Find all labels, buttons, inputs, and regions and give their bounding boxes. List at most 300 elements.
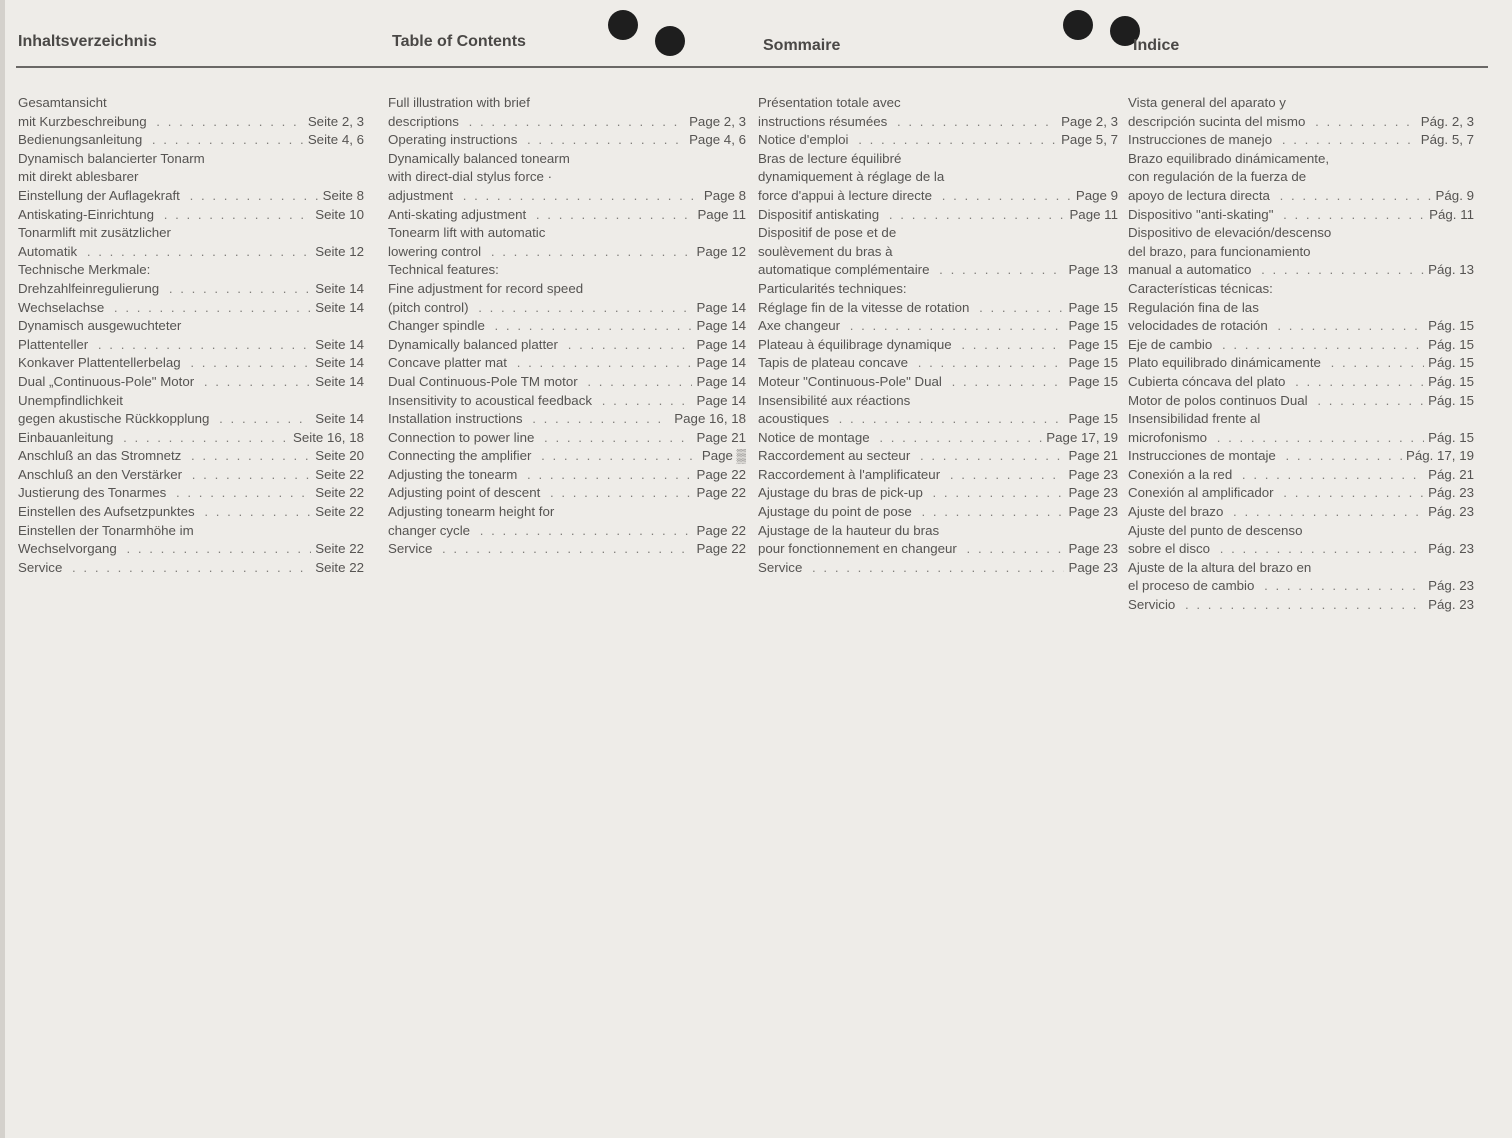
toc-entry xyxy=(1128,559,1474,596)
toc-entry-line: Wechselvorgang . . . xyxy=(18,540,311,559)
toc-entry-title xyxy=(18,280,311,299)
toc-entry-page: Page 23 xyxy=(1068,466,1118,482)
toc-entry-line: Ajustage de la hauteur du bras xyxy=(758,522,940,538)
toc-entry-line: Dual „Continuous-Pole" Motor . . . xyxy=(18,373,311,392)
toc-entry-page: Seite 14 xyxy=(315,411,364,427)
toc-entry-line: Changer spindle . . . xyxy=(388,317,692,336)
toc-entry-page: Seite 22 xyxy=(315,466,364,482)
toc-entry-line: Insensibilité aux réactions xyxy=(758,392,911,408)
toc-entry xyxy=(388,392,746,411)
toc-entry-line: Dynamically balanced platter . . . xyxy=(388,336,692,355)
toc-entry-page: Page 14 xyxy=(696,318,746,334)
toc-column-english xyxy=(388,94,746,559)
toc-entry-line: Dispositivo "anti-skating" . . . xyxy=(1128,206,1425,225)
toc-entry-line: acoustiques . . . xyxy=(758,410,1064,429)
toc-entry-title xyxy=(18,522,311,559)
toc-entry-title xyxy=(388,466,692,485)
toc-entry-page: Seite 2, 3 xyxy=(307,113,364,129)
toc-entry-title xyxy=(18,261,360,280)
toc-entry xyxy=(388,429,746,448)
toc-entry xyxy=(1128,150,1474,206)
toc-entry-page: Pág. 23 xyxy=(1428,597,1474,613)
toc-entry-line: Wechselachse . . . xyxy=(18,299,311,318)
toc-entry-title xyxy=(388,131,685,150)
toc-entry-title xyxy=(1128,206,1425,225)
toc-entry xyxy=(1128,522,1474,559)
toc-entry xyxy=(388,354,746,373)
toc-entry-page: Page 15 xyxy=(1068,355,1118,371)
toc-entry-line: Gesamtansicht xyxy=(18,95,107,110)
toc-entry-line: Raccordement à l'amplificateur . . . xyxy=(758,466,1064,485)
toc-entry-title xyxy=(18,299,311,318)
toc-entry-page: Pág. 15 xyxy=(1428,336,1474,352)
toc-entry-line: mit direkt ablesbarer xyxy=(18,169,139,185)
toc-entry-line: soulèvement du bras à xyxy=(758,243,893,259)
toc-entry-line: Notice d'emploi . . . xyxy=(758,131,1057,150)
toc-entry-page: Seite 22 xyxy=(315,504,364,520)
toc-entry-title xyxy=(758,484,1064,503)
toc-entry-title xyxy=(388,373,692,392)
toc-entry-line: con regulación de la fuerza de xyxy=(1128,169,1307,185)
toc-entry-title xyxy=(1128,354,1424,373)
toc-entry-line: Tonearm lift with automatic xyxy=(388,225,546,241)
toc-entry-line: el proceso de cambio . . . xyxy=(1128,577,1424,596)
toc-entry xyxy=(388,131,746,150)
heading-french: Sommaire xyxy=(763,37,841,54)
toc-entry-title xyxy=(18,224,311,261)
toc-entry-title xyxy=(388,447,698,466)
toc-entry-line: Einstellen des Aufsetzpunktes . . . xyxy=(18,503,311,522)
toc-entry-title xyxy=(388,336,692,355)
toc-entry-page: Seite 22 xyxy=(315,559,364,575)
toc-entry-title xyxy=(758,429,1042,448)
toc-entry-line: Instrucciones de manejo . . . xyxy=(1128,131,1417,150)
toc-entry-title xyxy=(18,354,311,373)
toc-entry-line: Ajuste de la altura del brazo en xyxy=(1128,559,1312,575)
toc-entry xyxy=(1128,94,1474,131)
toc-entry xyxy=(18,131,364,150)
toc-entry xyxy=(1128,280,1474,299)
toc-entry-line: Ajustage du point de pose . . . xyxy=(758,503,1064,522)
toc-entry-title xyxy=(1128,503,1424,522)
toc-entry-line: (pitch control) . . . xyxy=(388,299,692,318)
toc-entry-title xyxy=(18,484,311,503)
toc-entry-page: Seite 10 xyxy=(315,206,364,222)
toc-entry-line: microfonismo . . . xyxy=(1128,429,1424,448)
toc-entry-page: Seite 12 xyxy=(315,243,364,259)
toc-entry-line: Dynamisch balancierter Tonarm xyxy=(18,150,205,166)
toc-entry-title xyxy=(758,317,1064,336)
toc-entry-line: Justierung des Tonarmes . . . xyxy=(18,484,311,503)
toc-entry-line: Einbauanleitung . . . xyxy=(18,429,289,448)
toc-entry-line: Bedienungsanleitung . . . xyxy=(18,131,304,150)
toc-entry-page: Page 23 xyxy=(1068,559,1118,575)
toc-entry xyxy=(18,373,364,392)
toc-entry-line: Connection to power line . . . xyxy=(388,429,692,448)
toc-entry xyxy=(18,503,364,522)
toc-entry-title xyxy=(388,224,692,261)
toc-entry xyxy=(758,354,1118,373)
toc-entry-title xyxy=(18,447,311,466)
toc-entry-line: apoyo de lectura directa . . . xyxy=(1128,187,1432,206)
toc-entry xyxy=(1128,373,1474,392)
toc-entry-title xyxy=(1128,280,1470,299)
toc-entry xyxy=(18,261,364,280)
toc-entry-line: Axe changeur . . . xyxy=(758,317,1064,336)
toc-entry xyxy=(1128,336,1474,355)
toc-entry-page: Page 14 xyxy=(696,373,746,389)
toc-entry-line: Tapis de plateau concave . . . xyxy=(758,354,1064,373)
toc-entry-line: Anschluß an das Stromnetz . . . xyxy=(18,447,311,466)
toc-entry xyxy=(1128,131,1474,150)
toc-entry xyxy=(1128,484,1474,503)
toc-entry-line: Dispositif antiskating . . . xyxy=(758,206,1065,225)
punch-hole-3 xyxy=(1063,10,1093,40)
toc-entry xyxy=(388,261,746,280)
toc-entry-title xyxy=(758,224,1064,280)
toc-entry xyxy=(758,522,1118,559)
toc-entry-title xyxy=(758,522,1064,559)
toc-entry-line: Dynamically balanced tonearm xyxy=(388,150,570,166)
toc-entry-line: Adjusting the tonearm . . . xyxy=(388,466,692,485)
toc-entry-line: changer cycle . . . xyxy=(388,522,692,541)
toc-entry-line: Concave platter mat . . . xyxy=(388,354,692,373)
toc-entry-title xyxy=(388,354,692,373)
toc-entry-line: Connecting the amplifier . . . xyxy=(388,447,698,466)
toc-entry xyxy=(388,150,746,206)
toc-entry-title xyxy=(388,392,692,411)
toc-entry-title xyxy=(18,206,311,225)
toc-entry-title xyxy=(1128,596,1424,615)
toc-entry xyxy=(758,299,1118,318)
toc-entry xyxy=(18,522,364,559)
toc-column-spanish xyxy=(1128,94,1474,615)
toc-entry xyxy=(18,206,364,225)
toc-entry xyxy=(18,317,364,354)
toc-entry xyxy=(18,559,364,578)
toc-entry-page: Pág. 23 xyxy=(1428,485,1474,501)
header-rule xyxy=(16,66,1488,68)
toc-entry-title xyxy=(1128,392,1424,411)
toc-entry-line: Plato equilibrado dinámicamente . . . xyxy=(1128,354,1424,373)
toc-entry-title xyxy=(388,317,692,336)
toc-entry-line: Adjusting point of descent . . . xyxy=(388,484,692,503)
toc-entry xyxy=(1128,392,1474,411)
toc-entry-line: mit Kurzbeschreibung . . . xyxy=(18,113,304,132)
toc-entry-line: Insensibilidad frente al xyxy=(1128,411,1261,427)
toc-entry-title xyxy=(18,466,311,485)
toc-entry xyxy=(758,373,1118,392)
toc-entry-page: Page 13 xyxy=(1068,262,1118,278)
toc-entry-line: Service . . . xyxy=(758,559,1064,578)
toc-entry-line: Eje de cambio . . . xyxy=(1128,336,1424,355)
toc-entry-page: Page 2, 3 xyxy=(1061,113,1118,129)
toc-entry-page: Page ▒ xyxy=(701,448,746,464)
toc-entry-line: Motor de polos continuos Dual . . . xyxy=(1128,392,1424,411)
toc-entry xyxy=(388,447,746,466)
toc-entry-page: Page 9 xyxy=(1075,187,1118,203)
toc-entry xyxy=(758,280,1118,299)
toc-entry-title xyxy=(388,280,692,317)
toc-entry-title xyxy=(1128,559,1424,596)
toc-entry xyxy=(758,94,1118,131)
toc-entry xyxy=(18,224,364,261)
toc-entry-line: velocidades de rotación . . . xyxy=(1128,317,1424,336)
toc-entry-line: del brazo, para funcionamiento xyxy=(1128,243,1311,259)
toc-entry-line: Operating instructions . . . xyxy=(388,131,685,150)
toc-entry xyxy=(758,559,1118,578)
toc-entry-page: Page 15 xyxy=(1068,318,1118,334)
toc-entry-page: Page 23 xyxy=(1068,504,1118,520)
toc-entry-page: Page 21 xyxy=(696,429,746,445)
toc-entry-page: Seite 14 xyxy=(315,336,364,352)
toc-entry-line: Technische Merkmale: xyxy=(18,261,360,280)
toc-entry xyxy=(388,336,746,355)
toc-entry xyxy=(388,317,746,336)
toc-entry-title xyxy=(758,206,1065,225)
toc-entry-title xyxy=(18,131,304,150)
toc-entry xyxy=(1128,596,1474,615)
toc-entry-title xyxy=(1128,94,1417,131)
toc-entry-page: Pág. 11 xyxy=(1429,206,1474,222)
toc-entry-title xyxy=(1128,336,1424,355)
toc-entry xyxy=(1128,503,1474,522)
toc-entry-page: Page 11 xyxy=(697,206,746,222)
toc-entry-line: Installation instructions . . . xyxy=(388,410,670,429)
toc-entry-line: Konkaver Plattentellerbelag . . . xyxy=(18,354,311,373)
toc-entry-line: Plateau à équilibrage dynamique . . . xyxy=(758,336,1064,355)
toc-entry-line: force d'appui à lecture directe . . . xyxy=(758,187,1072,206)
page-edge xyxy=(0,0,5,1138)
toc-entry-line: Einstellung der Auflagekraft . . . xyxy=(18,187,319,206)
heading-spanish: Indice xyxy=(1133,37,1180,54)
toc-entry-page: Page 14 xyxy=(696,336,746,352)
toc-entry-page: Page 15 xyxy=(1068,336,1118,352)
toc-entry-page: Seite 20 xyxy=(315,448,364,464)
toc-entry-line: Unempfindlichkeit xyxy=(18,392,123,408)
toc-entry xyxy=(758,336,1118,355)
toc-entry-title xyxy=(1128,410,1424,447)
toc-entry-line: Einstellen der Tonarmhöhe im xyxy=(18,522,194,538)
toc-entry-title xyxy=(758,94,1057,131)
toc-entry-title xyxy=(1128,522,1424,559)
toc-entry-title xyxy=(1128,466,1424,485)
toc-entry xyxy=(388,280,746,317)
toc-entry-page: Page 22 xyxy=(696,485,746,501)
toc-entry-line: adjustment . . . xyxy=(388,187,700,206)
toc-entry-line: Conexión a la red . . . xyxy=(1128,466,1424,485)
toc-entry-title xyxy=(758,131,1057,150)
toc-entry xyxy=(18,94,364,131)
toc-entry-line: Drehzahlfeinregulierung . . . xyxy=(18,280,311,299)
toc-entry xyxy=(388,540,746,559)
toc-entry xyxy=(388,503,746,540)
toc-entry-page: Pág. 15 xyxy=(1428,373,1474,389)
toc-entry-page: Page 21 xyxy=(1068,448,1118,464)
toc-entry-page: Seite 14 xyxy=(315,373,364,389)
toc-entry-page: Page 14 xyxy=(696,392,746,408)
toc-entry-page: Pág. 21 xyxy=(1428,466,1474,482)
toc-entry-title xyxy=(388,484,692,503)
toc-entry-page: Pág. 2, 3 xyxy=(1420,113,1474,129)
toc-entry-line: Anschluß an den Verstärker . . . xyxy=(18,466,311,485)
toc-entry-page: Page 14 xyxy=(696,355,746,371)
toc-entry-line: Anti-skating adjustment . . . xyxy=(388,206,693,225)
toc-column-german xyxy=(18,94,364,577)
toc-entry-page: Pág. 5, 7 xyxy=(1420,132,1474,148)
toc-entry-line: Raccordement au secteur . . . xyxy=(758,447,1064,466)
toc-entry-title xyxy=(758,354,1064,373)
toc-entry xyxy=(758,503,1118,522)
toc-entry-page: Page 15 xyxy=(1068,299,1118,315)
toc-entry xyxy=(388,206,746,225)
heading-english: Table of Contents xyxy=(392,33,526,50)
toc-entry xyxy=(758,466,1118,485)
toc-entry xyxy=(388,224,746,261)
toc-entry-line: Dynamisch ausgewuchteter xyxy=(18,318,182,334)
toc-entry-line: Tonarmlift mit zusätzlicher xyxy=(18,225,171,241)
toc-entry-page: Page 22 xyxy=(696,541,746,557)
toc-entry-page: Page 5, 7 xyxy=(1061,132,1118,148)
toc-entry-line: Particularités techniques: xyxy=(758,280,1114,299)
toc-entry xyxy=(758,484,1118,503)
toc-entry-title xyxy=(1128,131,1417,150)
toc-entry-page: Seite 16, 18 xyxy=(293,429,364,445)
toc-entry xyxy=(18,354,364,373)
toc-entry-line: Réglage fin de la vitesse de rotation . . . xyxy=(758,299,1064,318)
toc-entry-line: Notice de montage . . . xyxy=(758,429,1042,448)
toc-entry-title xyxy=(388,410,670,429)
toc-entry-title xyxy=(758,150,1072,206)
toc-entry-line: Cubierta cóncava del plato . . . xyxy=(1128,373,1424,392)
toc-entry xyxy=(18,484,364,503)
toc-entry-page: Seite 22 xyxy=(315,541,364,557)
toc-column-french xyxy=(758,94,1118,577)
toc-entry-title xyxy=(1128,373,1424,392)
toc-entry-line: manual a automatico . . . xyxy=(1128,261,1424,280)
toc-entry-line: Adjusting tonearm height for xyxy=(388,504,555,520)
toc-entry-page: Page 11 xyxy=(1069,206,1118,222)
toc-entry-line: descripción sucinta del mismo . . . xyxy=(1128,113,1417,132)
toc-entry-page: Page 23 xyxy=(1068,541,1118,557)
toc-entry-title xyxy=(758,392,1064,429)
toc-entry xyxy=(18,150,364,206)
toc-entry-line: Características técnicas: xyxy=(1128,280,1470,299)
toc-entry-page: Page 17, 19 xyxy=(1046,429,1118,445)
toc-entry-line: gegen akustische Rückkopplung . . . xyxy=(18,410,311,429)
toc-entry-title xyxy=(388,503,692,540)
toc-entry-title xyxy=(388,429,692,448)
toc-entry xyxy=(1128,206,1474,225)
toc-entry-page: Pág. 15 xyxy=(1428,318,1474,334)
toc-entry-line: Insensitivity to acoustical feedback . . . xyxy=(388,392,692,411)
toc-entry-line: Full illustration with brief xyxy=(388,95,530,110)
toc-entry-title xyxy=(18,373,311,392)
toc-entry-line: Dual Continuous-Pole TM motor . . . xyxy=(388,373,692,392)
heading-german: Inhaltsverzeichnis xyxy=(18,33,157,50)
toc-entry xyxy=(1128,224,1474,280)
toc-entry-title xyxy=(758,503,1064,522)
toc-entry-page: Page 4, 6 xyxy=(689,132,746,148)
toc-entry-line: instructions résumées . . . xyxy=(758,113,1057,132)
toc-entry-page: Pág. 15 xyxy=(1428,355,1474,371)
toc-entry-line: Ajustage du bras de pick-up . . . xyxy=(758,484,1064,503)
toc-entry-line: Dispositif de pose et de xyxy=(758,225,897,241)
toc-entry-line: Regulación fina de las xyxy=(1128,299,1259,315)
toc-entry-line: Instrucciones de montaje . . . xyxy=(1128,447,1402,466)
toc-entry-page: Seite 4, 6 xyxy=(307,132,364,148)
toc-entry-line: Moteur "Continuous-Pole" Dual . . . xyxy=(758,373,1064,392)
toc-entry-page: Page 15 xyxy=(1068,411,1118,427)
toc-entry-line: Ajuste del brazo . . . xyxy=(1128,503,1424,522)
toc-entry-page: Seite 14 xyxy=(315,355,364,371)
toc-entry-line: dynamiquement à réglage de la xyxy=(758,169,945,185)
toc-entry-page: Seite 22 xyxy=(315,485,364,501)
toc-entry xyxy=(388,466,746,485)
punch-hole-2 xyxy=(655,26,685,56)
toc-entry-line: lowering control . . . xyxy=(388,243,692,262)
toc-entry-line: Vista general del aparato y xyxy=(1128,95,1286,110)
toc-entry-line: Technical features: xyxy=(388,261,742,280)
toc-entry xyxy=(18,392,364,429)
toc-entry-line: descriptions . . . xyxy=(388,113,685,132)
toc-entry-page: Page 2, 3 xyxy=(689,113,746,129)
toc-entry-title xyxy=(18,94,304,131)
toc-entry xyxy=(18,447,364,466)
toc-entry xyxy=(1128,354,1474,373)
toc-entry-page: Pág. 23 xyxy=(1428,578,1474,594)
toc-entry-line: Bras de lecture équilibré xyxy=(758,150,902,166)
toc-entry-line: sobre el disco . . . xyxy=(1128,540,1424,559)
toc-entry-title xyxy=(758,373,1064,392)
toc-entry-page: Seite 8 xyxy=(322,187,364,203)
toc-entry xyxy=(18,299,364,318)
toc-entry xyxy=(758,317,1118,336)
toc-entry-page: Page 22 xyxy=(696,466,746,482)
toc-entry xyxy=(388,373,746,392)
toc-entry-page: Seite 14 xyxy=(315,299,364,315)
toc-entry-page: Page 16, 18 xyxy=(674,411,746,427)
toc-entry-page: Page 15 xyxy=(1068,373,1118,389)
toc-entry-title xyxy=(388,206,693,225)
toc-entry-page: Pág. 17, 19 xyxy=(1405,448,1474,464)
toc-entry-page: Page 22 xyxy=(696,522,746,538)
toc-entry-line: Antiskating-Einrichtung . . . xyxy=(18,206,311,225)
toc-entry-page: Page 12 xyxy=(696,243,746,259)
toc-entry xyxy=(758,224,1118,280)
toc-entry-title xyxy=(1128,224,1424,280)
toc-entry xyxy=(758,392,1118,429)
toc-entry-line: Conexión al amplificador . . . xyxy=(1128,484,1424,503)
toc-entry-title xyxy=(758,280,1114,299)
toc-entry-title xyxy=(388,150,700,206)
toc-entry-page: Pág. 23 xyxy=(1428,541,1474,557)
toc-entry-line: Plattenteller . . . xyxy=(18,336,311,355)
toc-entry-title xyxy=(1128,150,1432,206)
toc-entry xyxy=(388,484,746,503)
toc-entry xyxy=(758,447,1118,466)
toc-entry xyxy=(1128,447,1474,466)
toc-entry-title xyxy=(388,94,685,131)
toc-entry-title xyxy=(758,466,1064,485)
toc-entry-title xyxy=(758,559,1064,578)
toc-entry xyxy=(758,150,1118,206)
toc-entry xyxy=(1128,299,1474,336)
toc-entry xyxy=(1128,466,1474,485)
toc-entry-page: Pág. 15 xyxy=(1428,429,1474,445)
toc-entry xyxy=(18,280,364,299)
toc-entry-line: Servicio . . . xyxy=(1128,596,1424,615)
